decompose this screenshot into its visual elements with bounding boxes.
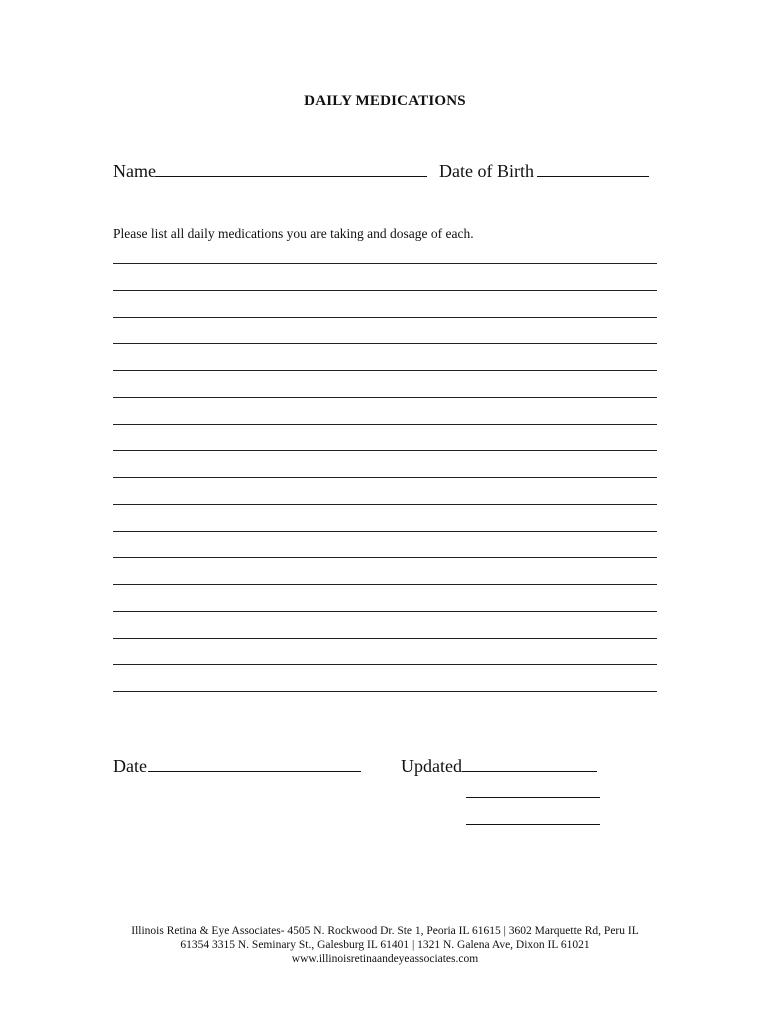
- medication-line[interactable]: [113, 611, 657, 612]
- footer-website[interactable]: www.illinoisretinaandeyeassociates.com: [291, 953, 479, 965]
- medication-line[interactable]: [113, 691, 657, 692]
- medication-line[interactable]: [113, 584, 657, 585]
- medication-line[interactable]: [113, 557, 657, 558]
- medication-line[interactable]: [113, 531, 657, 532]
- dob-field[interactable]: [537, 176, 649, 177]
- date-label: Date: [113, 756, 147, 776]
- updated-field-1[interactable]: [462, 771, 597, 772]
- medication-line[interactable]: [113, 263, 657, 264]
- medication-line[interactable]: [113, 638, 657, 639]
- footer-line-2: 61354 3315 N. Seminary St., Galesburg IL 61401 | 1321 N. Galena Ave, Dixon IL 61021: [180, 939, 590, 951]
- footer-address: [0, 924, 770, 966]
- dob-label: Date of Birth: [439, 161, 534, 181]
- medication-line[interactable]: [113, 370, 657, 371]
- medication-line[interactable]: [113, 290, 657, 291]
- name-label: Name: [113, 161, 156, 181]
- name-field[interactable]: [155, 176, 427, 177]
- updated-field-2[interactable]: [466, 797, 600, 798]
- instructions-text: Please list all daily medications you are taking and dosage of each.: [113, 226, 474, 241]
- updated-field-3[interactable]: [466, 824, 600, 825]
- medication-line[interactable]: [113, 424, 657, 425]
- form-title: DAILY MEDICATIONS: [304, 93, 466, 109]
- medication-line[interactable]: [113, 450, 657, 451]
- medication-line[interactable]: [113, 397, 657, 398]
- updated-label: Updated: [401, 756, 462, 776]
- medication-line[interactable]: [113, 317, 657, 318]
- medication-line[interactable]: [113, 504, 657, 505]
- medication-line[interactable]: [113, 343, 657, 344]
- footer-line-1: Illinois Retina & Eye Associates- 4505 N. Rockwood Dr. Ste 1, Peoria IL 61615 | 3602 Marquette Rd, Peru IL: [131, 925, 639, 937]
- medication-line[interactable]: [113, 477, 657, 478]
- medication-line[interactable]: [113, 664, 657, 665]
- date-field[interactable]: [148, 771, 361, 772]
